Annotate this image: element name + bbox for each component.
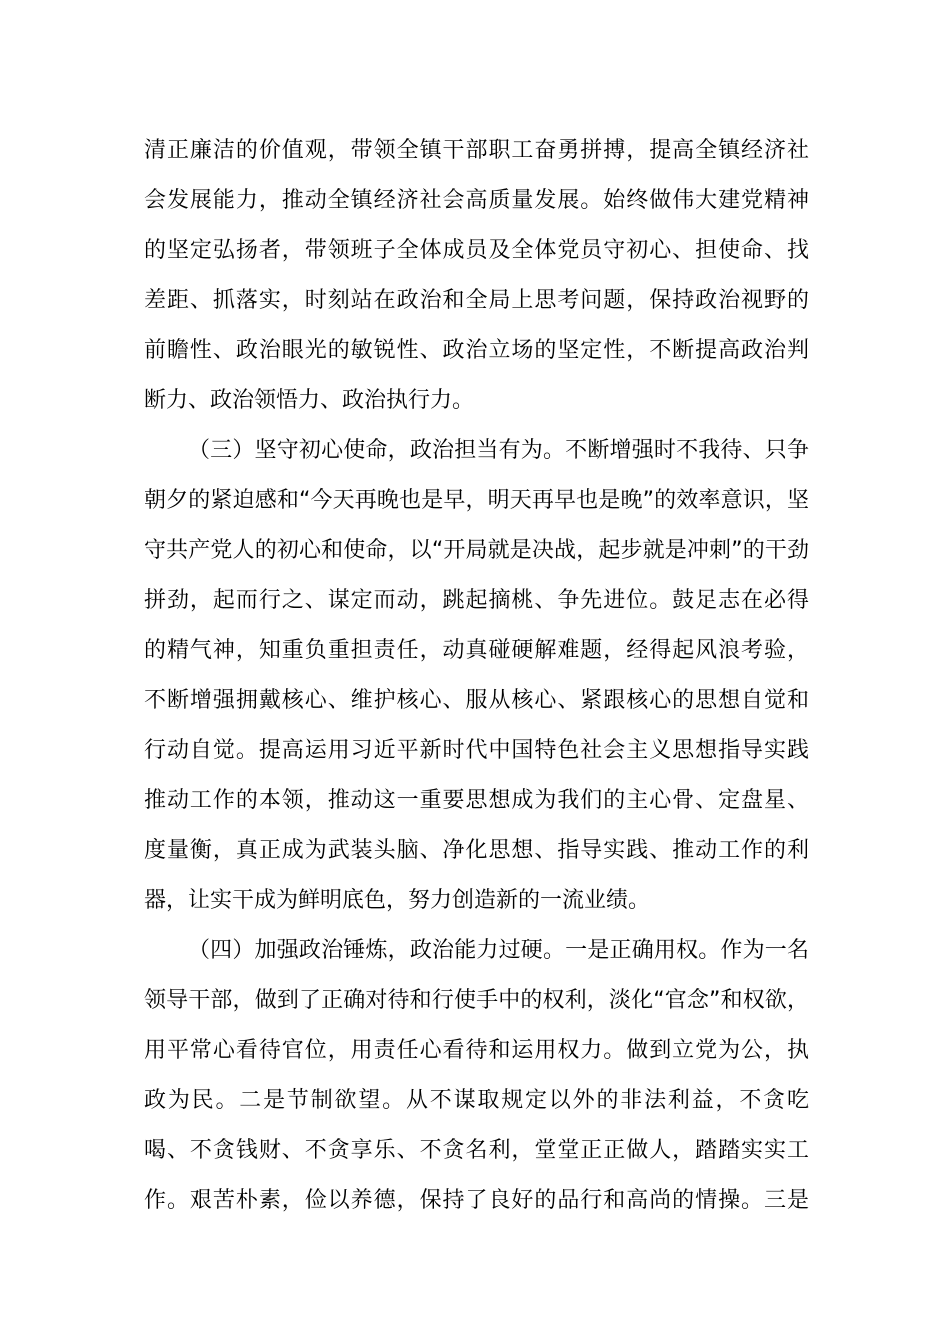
text-line: 不断增强拥戴核心、维护核心、服从核心、紧跟核心的思想自觉和 bbox=[144, 688, 809, 713]
text-line: 行动自觉。提高运用习近平新时代中国特色社会主义思想指导实践 bbox=[144, 738, 809, 763]
document-body bbox=[144, 126, 809, 1226]
text-line: 器，让实干成为鲜明底色，努力创造新的一流业绩。 bbox=[144, 888, 651, 913]
text-line: 用平常心看待官位，用责任心看待和运用权力。做到立党为公，执 bbox=[144, 1038, 809, 1063]
text-line: 度量衡，真正成为武装头脑、净化思想、指导实践、推动工作的利 bbox=[144, 838, 809, 863]
text-line: 前瞻性、政治眼光的敏锐性、政治立场的坚定性，不断提高政治判 bbox=[144, 338, 809, 363]
text-line: 清正廉洁的价值观，带领全镇干部职工奋勇拼搏，提高全镇经济社 bbox=[144, 138, 809, 163]
text-line: 政为民。二是节制欲望。从不谋取规定以外的非法利益，不贪吃 bbox=[144, 1088, 809, 1113]
text-line: 朝夕的紧迫感和“今天再晚也是早，明天再早也是晚”的效率意识，坚 bbox=[144, 488, 809, 513]
section-heading-line: （三）坚守初心使命，政治担当有为。不断增强时不我待、只争 bbox=[188, 438, 809, 463]
text-line: 拼劲，起而行之、谋定而动，跳起摘桃、争先进位。鼓足志在必得 bbox=[144, 588, 809, 613]
text-line: 喝、不贪钱财、不贪享乐、不贪名利，堂堂正正做人，踏踏实实工 bbox=[144, 1138, 809, 1163]
text-line: 作。艰苦朴素，俭以养德，保持了良好的品行和高尚的情操。三是 bbox=[144, 1188, 809, 1213]
text-line: 守共产党人的初心和使命，以“开局就是决战，起步就是冲刺”的干劲 bbox=[144, 538, 809, 563]
section-heading-line: （四）加强政治锤炼，政治能力过硬。一是正确用权。作为一名 bbox=[188, 938, 809, 963]
text-line: 差距、抓落实，时刻站在政治和全局上思考问题，保持政治视野的 bbox=[144, 288, 809, 313]
text-line: 领导干部，做到了正确对待和行使手中的权利，淡化“官念”和权欲， bbox=[144, 988, 809, 1013]
text-line: 断力、政治领悟力、政治执行力。 bbox=[144, 388, 475, 413]
text-line: 的坚定弘扬者，带领班子全体成员及全体党员守初心、担使命、找 bbox=[144, 238, 809, 263]
text-line: 推动工作的本领，推动这一重要思想成为我们的主心骨、定盘星、 bbox=[144, 788, 809, 813]
text-line: 会发展能力，推动全镇经济社会高质量发展。始终做伟大建党精神 bbox=[144, 188, 809, 213]
text-line: 的精气神，知重负重担责任，动真碰硬解难题，经得起风浪考验， bbox=[144, 638, 809, 663]
